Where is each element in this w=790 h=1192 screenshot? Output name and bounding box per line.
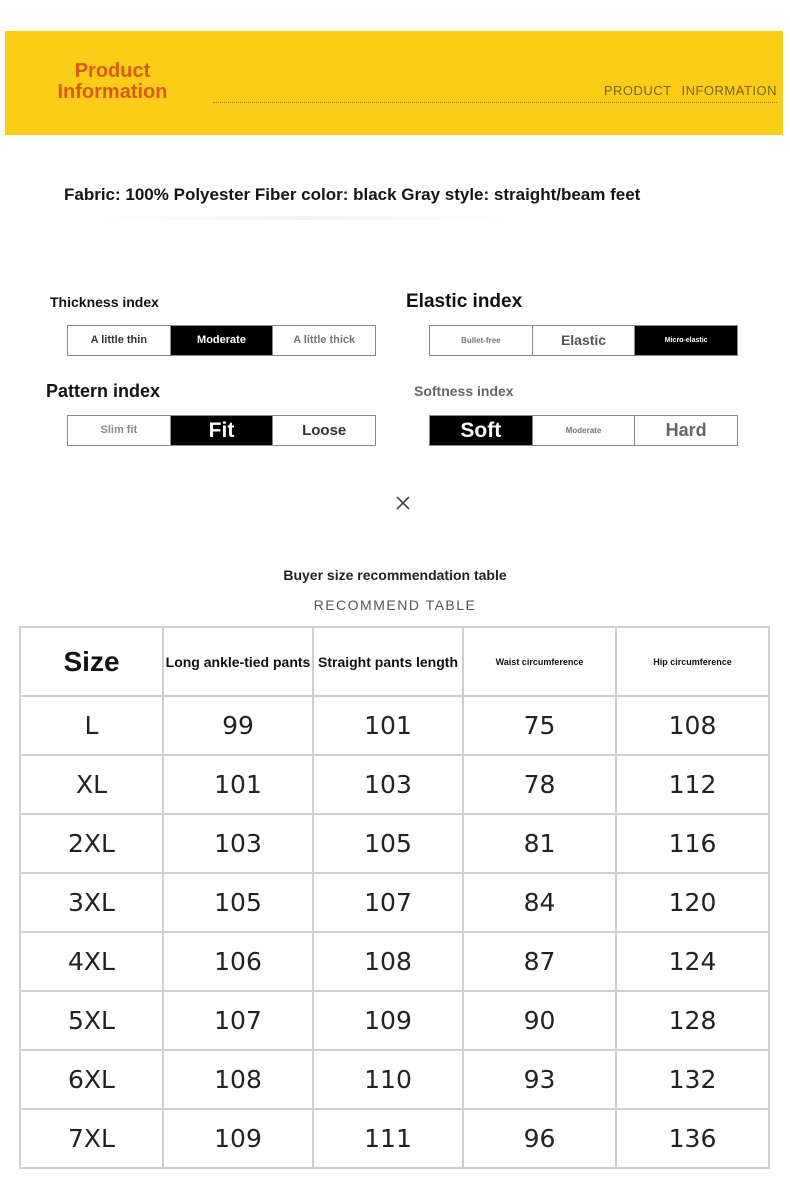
cell-straight-length: 108: [313, 932, 463, 991]
cell-long-ankle-tied: 99: [163, 696, 313, 755]
cell-waist: 81: [463, 814, 616, 873]
table-row: [20, 1050, 769, 1109]
table-row: [20, 1109, 769, 1168]
cell-waist: 84: [463, 873, 616, 932]
cell-hip: 112: [616, 755, 769, 814]
cell-size: L: [20, 696, 163, 755]
banner-title: [5, 61, 220, 103]
softness-option-moderate: Moderate: [533, 416, 636, 445]
cell-size: 3XL: [20, 873, 163, 932]
softness-option-hard: Hard: [665, 420, 707, 440]
pattern-option-slim-fit: Slim fit: [68, 416, 171, 445]
softness-option-soft: Soft: [430, 416, 533, 445]
size-table-subtitle: RECOMMEND TABLE: [313, 597, 477, 613]
product-info-banner: [5, 31, 783, 135]
cell-long-ankle-tied: 103: [163, 814, 313, 873]
size-table-title: Buyer size recommendation table: [283, 567, 507, 583]
cell-hip: 116: [616, 814, 769, 873]
cell-straight-length: 103: [313, 755, 463, 814]
table-row: [20, 932, 769, 991]
table-row: [20, 755, 769, 814]
banner-title-line2: Information: [57, 81, 168, 103]
cell-long-ankle-tied: 109: [163, 1109, 313, 1168]
cell-long-ankle-tied: 107: [163, 991, 313, 1050]
pattern-option-fit: Fit: [171, 416, 274, 445]
cell-hip: 128: [616, 991, 769, 1050]
header-long-ankle-tied-pants: Long ankle-tied pants: [163, 627, 313, 696]
cell-size: 4XL: [20, 932, 163, 991]
cell-hip: 132: [616, 1050, 769, 1109]
cell-size: XL: [20, 755, 163, 814]
table-row: [20, 814, 769, 873]
header-waist-circumference: Waist circumference: [463, 627, 616, 696]
cell-straight-length: 111: [313, 1109, 463, 1168]
banner-subtitle: PRODUCT INFORMATION: [603, 83, 777, 98]
pattern-option-loose: Loose: [302, 422, 347, 439]
thickness-index-scale: [67, 325, 376, 356]
thickness-index-label: Thickness index: [50, 294, 159, 310]
thickness-option-thin: A little thin: [68, 326, 171, 355]
pattern-index-scale: [67, 415, 376, 446]
softness-index-scale: [429, 415, 738, 446]
fabric-description: Fabric: 100% Polyester Fiber color: black Gray style: straight/beam feet: [64, 185, 641, 204]
elastic-index-scale: [429, 325, 738, 356]
cell-straight-length: 107: [313, 873, 463, 932]
cell-size: 6XL: [20, 1050, 163, 1109]
elastic-option-bullet-free: Bullet-free: [430, 326, 533, 355]
cell-hip: 136: [616, 1109, 769, 1168]
header-straight-pants-length: Straight pants length: [313, 627, 463, 696]
elastic-index-label: Elastic index: [406, 291, 523, 312]
cell-waist: 90: [463, 991, 616, 1050]
softness-index-label: Softness index: [414, 383, 514, 399]
table-header-row: [20, 627, 769, 696]
cell-hip: 108: [616, 696, 769, 755]
elastic-option-micro-elastic: Micro-elastic: [635, 326, 737, 355]
banner-title-line1: Product: [74, 60, 151, 82]
cell-waist: 93: [463, 1050, 616, 1109]
cell-waist: 96: [463, 1109, 616, 1168]
cell-straight-length: 101: [313, 696, 463, 755]
times-icon: [394, 494, 412, 512]
fabric-underline: [92, 216, 512, 220]
table-row: [20, 696, 769, 755]
thickness-option-moderate: Moderate: [171, 326, 274, 355]
cell-size: 7XL: [20, 1109, 163, 1168]
banner-divider: [213, 102, 777, 103]
size-recommendation-table: [19, 626, 770, 1169]
cell-hip: 120: [616, 873, 769, 932]
cell-long-ankle-tied: 108: [163, 1050, 313, 1109]
table-row: [20, 873, 769, 932]
cell-waist: 87: [463, 932, 616, 991]
cell-straight-length: 109: [313, 991, 463, 1050]
cell-straight-length: 110: [313, 1050, 463, 1109]
cell-waist: 78: [463, 755, 616, 814]
cell-size: 5XL: [20, 991, 163, 1050]
cell-long-ankle-tied: 106: [163, 932, 313, 991]
thickness-option-thick: A little thick: [293, 334, 356, 346]
table-row: [20, 991, 769, 1050]
cell-straight-length: 105: [313, 814, 463, 873]
cell-long-ankle-tied: 101: [163, 755, 313, 814]
cell-waist: 75: [463, 696, 616, 755]
header-hip-circumference: Hip circumference: [616, 627, 769, 696]
header-size: Size: [20, 627, 163, 696]
pattern-index-label: Pattern index: [46, 381, 161, 401]
elastic-option-elastic: Elastic: [533, 326, 636, 355]
cell-long-ankle-tied: 105: [163, 873, 313, 932]
cell-hip: 124: [616, 932, 769, 991]
cell-size: 2XL: [20, 814, 163, 873]
